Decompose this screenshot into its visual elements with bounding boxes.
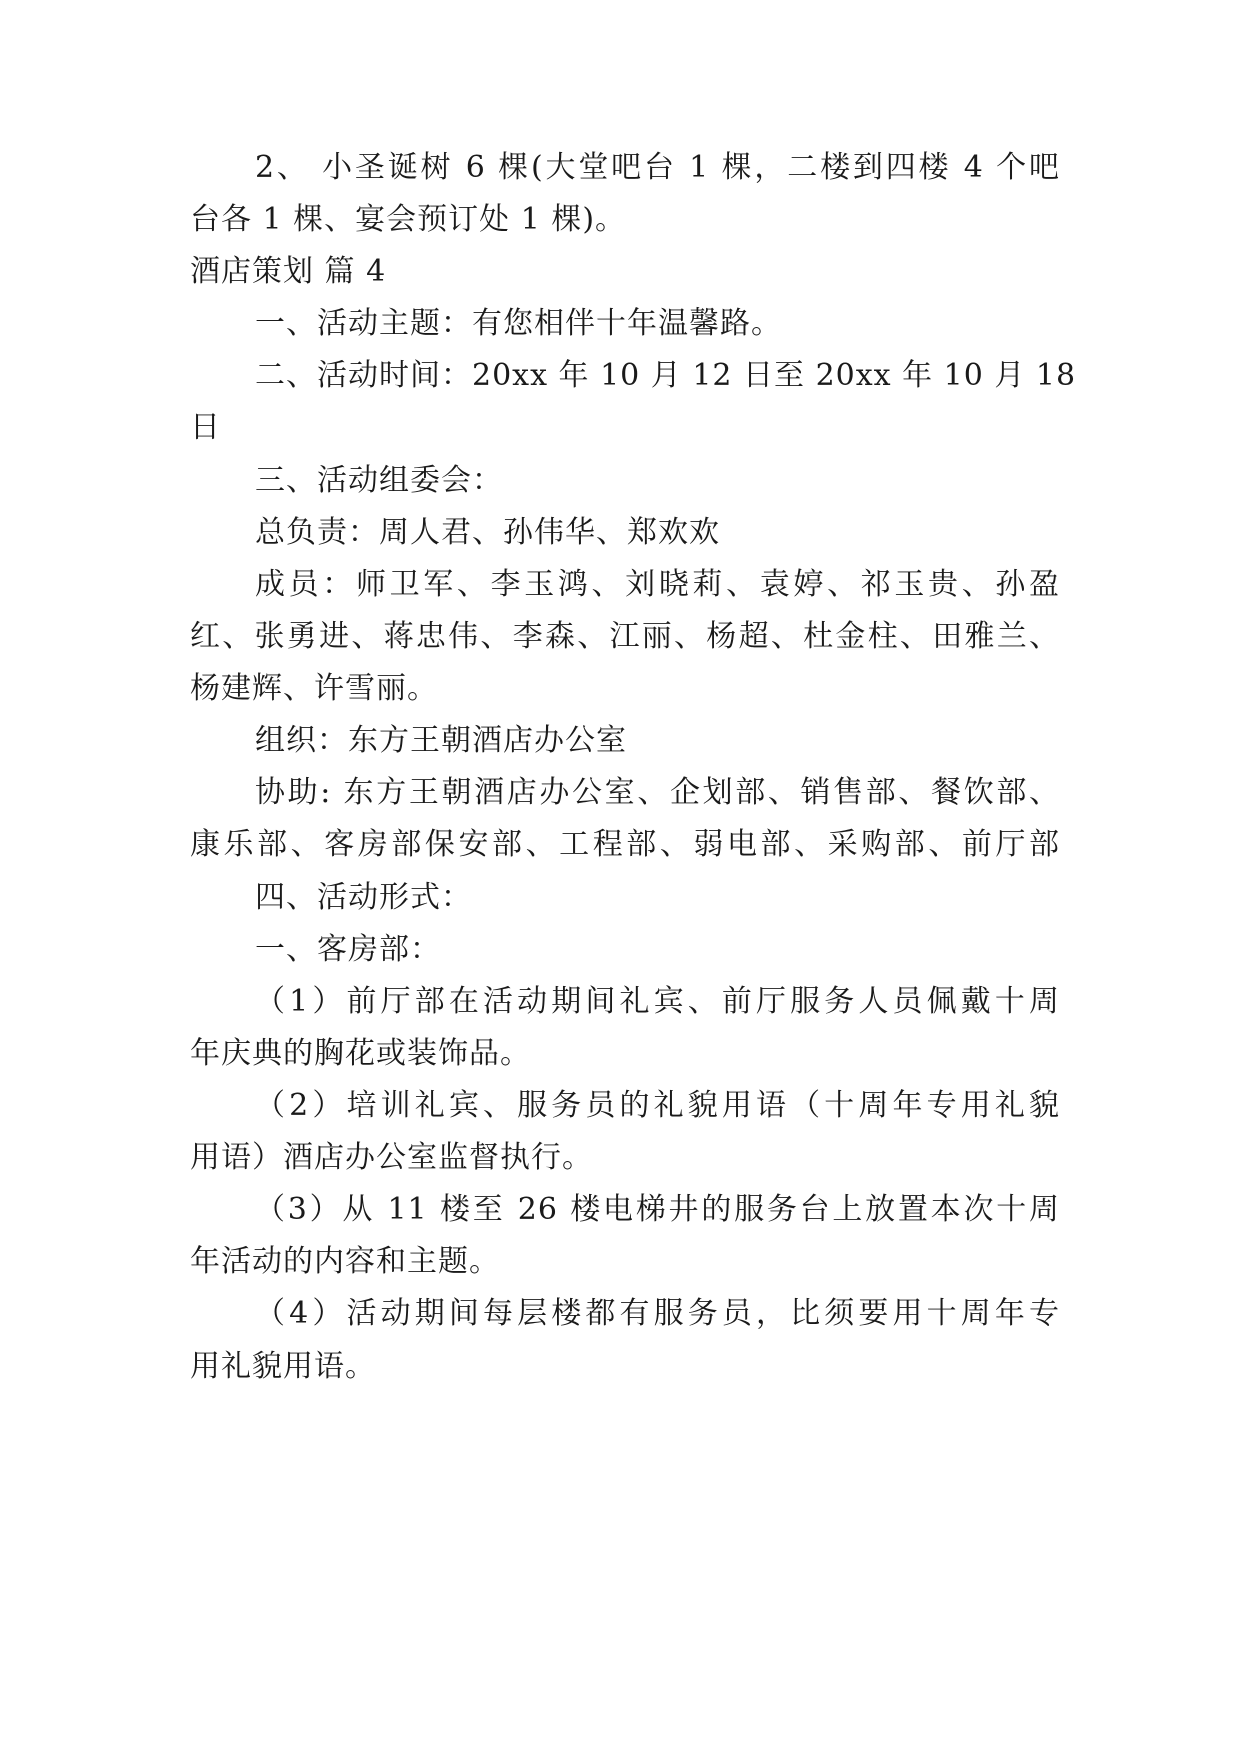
committee-heading: 三、活动组委会：	[255, 463, 503, 498]
assistance-line-2: 康乐部、客房部保安部、工程部、弱电部、采购部、前厅部	[190, 827, 1060, 862]
activity-time-line-2: 日	[190, 410, 221, 445]
item-2-line-1: 2、 小圣诞树 6 棵(大堂吧台 1 棵，二楼到四楼 4 个吧	[255, 150, 1060, 185]
section-heading: 酒店策划 篇 4	[190, 254, 387, 289]
chief-responsible: 总负责：周人君、孙伟华、郑欢欢	[255, 515, 720, 550]
members-line-3: 杨建辉、许雪丽。	[190, 671, 438, 706]
members-line-1: 成员：师卫军、李玉鸿、刘晓莉、袁婷、祁玉贵、孙盈	[255, 567, 1060, 602]
item-4-line-1: （4）活动期间每层楼都有服务员，比须要用十周年专	[255, 1296, 1060, 1331]
item-2b-line-1: （2）培训礼宾、服务员的礼貌用语（十周年专用礼貌	[255, 1088, 1060, 1123]
assistance-line-1: 协助: 东方王朝酒店办公室、企划部、销售部、餐饮部、	[255, 775, 1060, 810]
activity-theme: 一、活动主题：有您相伴十年温馨路。	[255, 306, 782, 341]
activity-time-line-1: 二、活动时间：20xx 年 10 月 12 日至 20xx 年 10 月 18	[255, 358, 1077, 393]
item-2-line-2: 台各 1 棵、宴会预订处 1 棵)。	[190, 202, 627, 237]
organizer: 组织：东方王朝酒店办公室	[255, 723, 627, 758]
guest-room-heading: 一、客房部：	[255, 932, 441, 967]
item-1-line-2: 年庆典的胸花或装饰品。	[190, 1036, 531, 1071]
item-2b-line-2: 用语）酒店办公室监督执行。	[190, 1140, 593, 1175]
activity-form-heading: 四、活动形式：	[255, 880, 472, 915]
item-4-line-2: 用礼貌用语。	[190, 1349, 376, 1384]
item-1-line-1: （1）前厅部在活动期间礼宾、前厅服务人员佩戴十周	[255, 984, 1060, 1019]
item-3-line-2: 年活动的内容和主题。	[190, 1244, 500, 1279]
members-line-2: 红、张勇进、蒋忠伟、李森、江丽、杨超、杜金柱、田雅兰、	[190, 619, 1060, 654]
item-3-line-1: （3）从 11 楼至 26 楼电梯井的服务台上放置本次十周	[255, 1192, 1060, 1227]
